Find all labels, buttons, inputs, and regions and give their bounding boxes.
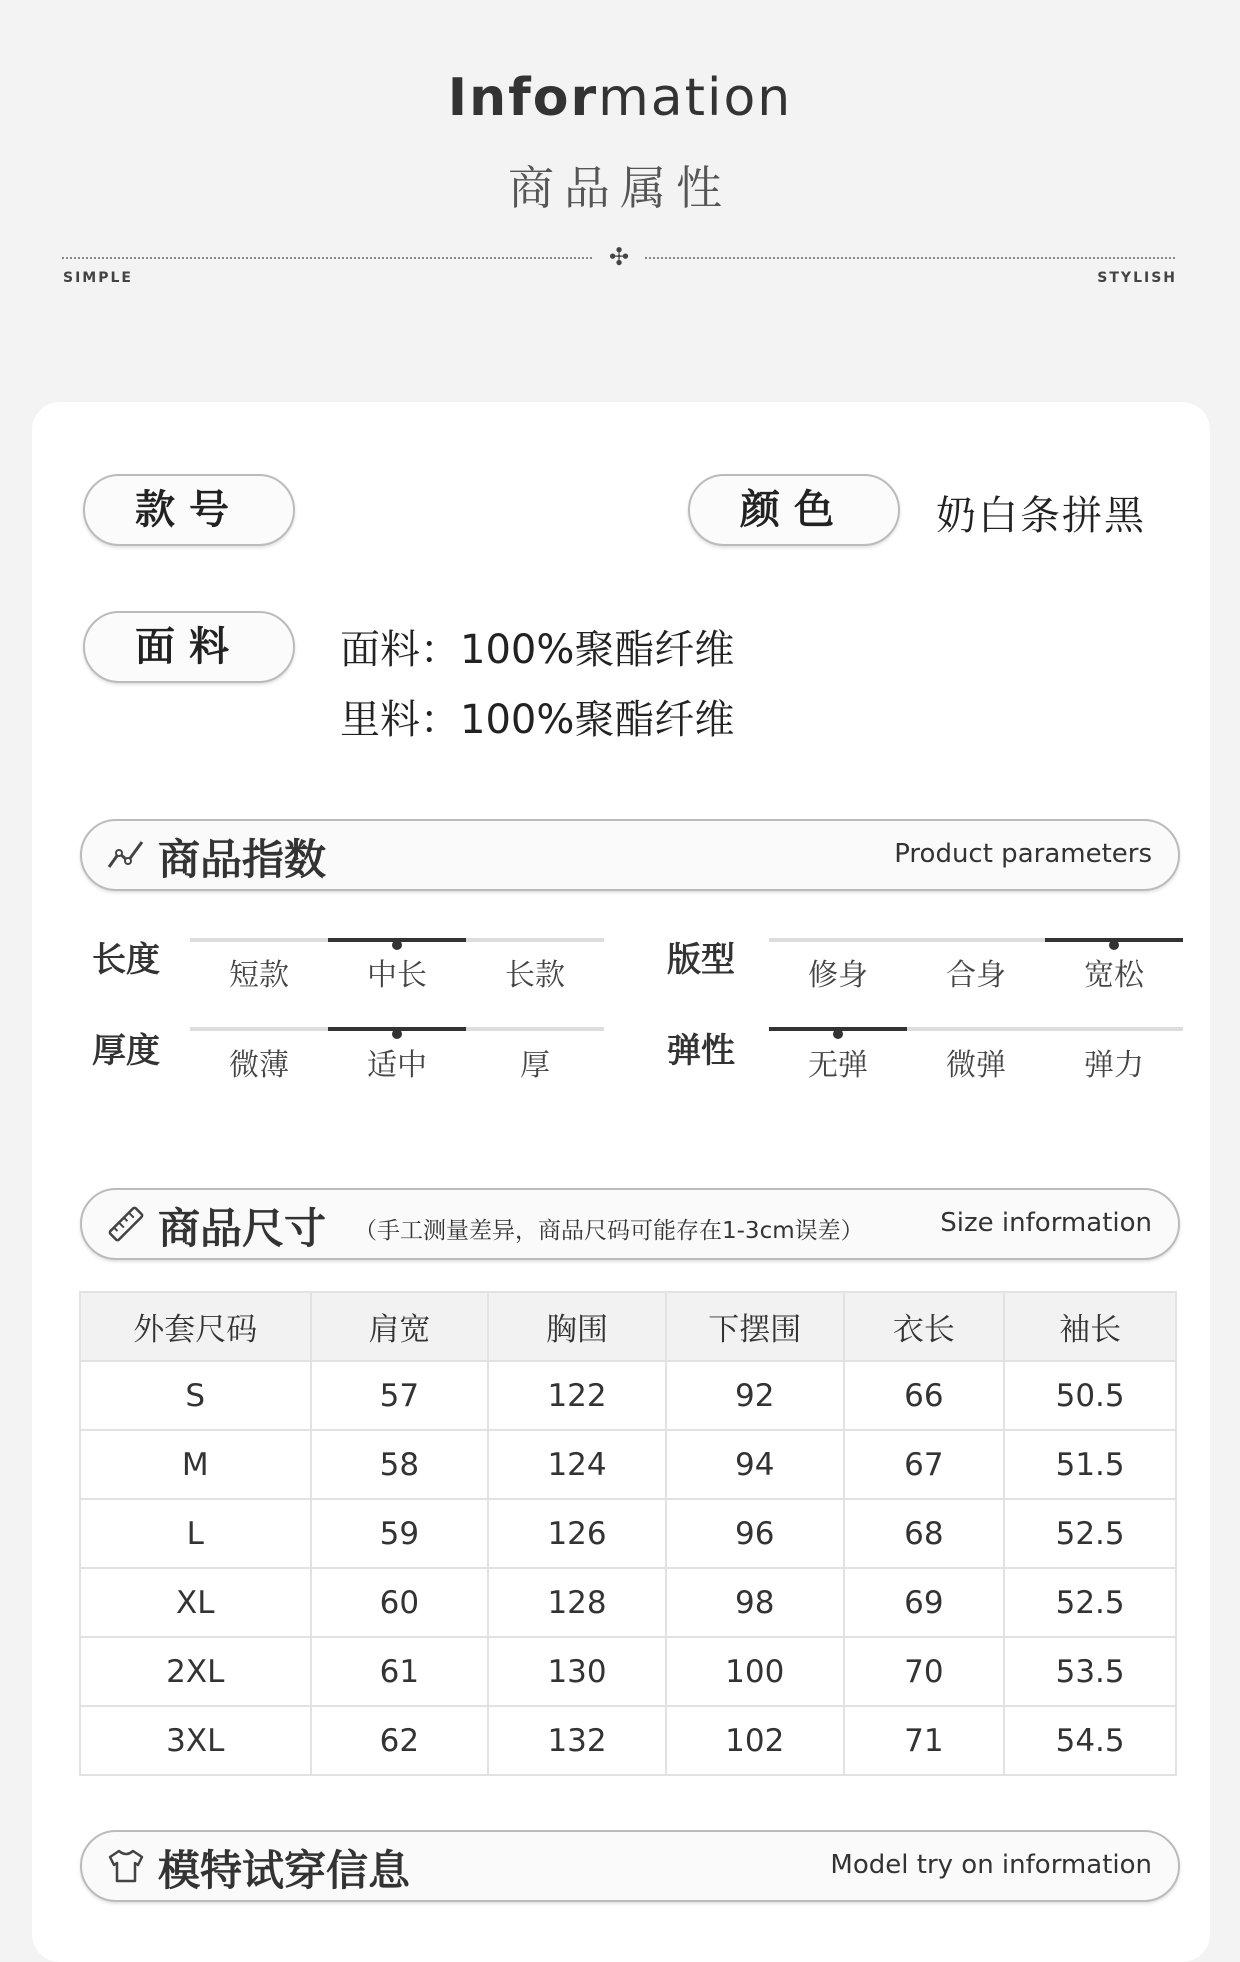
ornament-icon: ✣: [608, 243, 630, 271]
table-cell: 128: [488, 1568, 666, 1637]
elasticity-option-stretch: 弹力: [1084, 1048, 1144, 1083]
param-label-length: 长度: [92, 940, 160, 980]
table-cell: 60: [311, 1568, 489, 1637]
line-chart-icon: [106, 837, 146, 873]
title-light: mation: [598, 68, 793, 128]
table-cell: 92: [666, 1361, 844, 1430]
size-information-header: [80, 1188, 1180, 1260]
ruler-icon: [106, 1206, 146, 1242]
table-row: [80, 1430, 1176, 1499]
divider-left: [62, 257, 592, 259]
length-option-short: 短款: [229, 958, 289, 993]
table-cell: 102: [666, 1706, 844, 1775]
size-table: [79, 1291, 1177, 1776]
table-cell: 100: [666, 1637, 844, 1706]
table-cell: 57: [311, 1361, 489, 1430]
table-cell: 54.5: [1004, 1706, 1176, 1775]
thickness-option-thin: 微薄: [229, 1048, 289, 1083]
simple-tag: SIMPLE: [63, 270, 133, 286]
length-seg-0: [190, 938, 328, 942]
title-bold: Infor: [447, 68, 599, 128]
table-cell: 69: [844, 1568, 1005, 1637]
table-header-row: [80, 1292, 1176, 1361]
elasticity-seg-1: [907, 1027, 1045, 1031]
divider-right: [645, 257, 1175, 259]
product-parameters-header: [80, 819, 1180, 891]
table-cell: 52.5: [1004, 1499, 1176, 1568]
thickness-option-thick: 厚: [520, 1048, 550, 1083]
table-cell: S: [80, 1361, 311, 1430]
table-cell: 50.5: [1004, 1361, 1176, 1430]
color-label: 颜色: [688, 474, 900, 546]
table-cell: 130: [488, 1637, 666, 1706]
param-label-elasticity: 弹性: [667, 1031, 735, 1071]
table-cell: 59: [311, 1499, 489, 1568]
elasticity-option-none: 无弹: [808, 1048, 868, 1083]
table-cell: 52.5: [1004, 1568, 1176, 1637]
table-cell: 94: [666, 1430, 844, 1499]
page-title: [0, 68, 1240, 128]
col-header-hem: 下摆围: [666, 1292, 844, 1361]
table-row: [80, 1706, 1176, 1775]
table-cell: 51.5: [1004, 1430, 1176, 1499]
table-cell: 61: [311, 1637, 489, 1706]
length-option-mid: 中长: [367, 958, 427, 993]
table-cell: 3XL: [80, 1706, 311, 1775]
size-title-en: Size information: [940, 1208, 1152, 1238]
col-header-sleeve: 袖长: [1004, 1292, 1176, 1361]
table-row: [80, 1568, 1176, 1637]
elasticity-seg-2: [1045, 1027, 1183, 1031]
table-row: [80, 1361, 1176, 1430]
length-marker: [392, 940, 402, 950]
table-cell: 132: [488, 1706, 666, 1775]
model-title: 模特试穿信息: [158, 1846, 411, 1895]
thickness-seg-0: [190, 1027, 328, 1031]
model-try-on-header: [80, 1830, 1180, 1902]
elasticity-option-slight: 微弹: [946, 1048, 1006, 1083]
table-cell: XL: [80, 1568, 311, 1637]
col-header-chest: 胸围: [488, 1292, 666, 1361]
table-row: [80, 1499, 1176, 1568]
size-note: （手工测量差异，商品尺码可能存在1-3cm误差）: [354, 1218, 864, 1244]
param-label-fit: 版型: [667, 940, 735, 980]
table-cell: 70: [844, 1637, 1005, 1706]
params-title-en: Product parameters: [894, 839, 1152, 869]
col-header-size: 外套尺码: [80, 1292, 311, 1361]
params-title: 商品指数: [158, 835, 327, 884]
style-no-label: 款号: [83, 474, 295, 546]
model-title-en: Model try on information: [830, 1850, 1152, 1880]
param-label-thickness: 厚度: [92, 1031, 160, 1071]
table-cell: 58: [311, 1430, 489, 1499]
table-cell: 66: [844, 1361, 1005, 1430]
table-cell: 122: [488, 1361, 666, 1430]
thickness-marker: [392, 1029, 402, 1039]
table-cell: 71: [844, 1706, 1005, 1775]
table-cell: 67: [844, 1430, 1005, 1499]
length-option-long: 长款: [505, 958, 565, 993]
table-cell: M: [80, 1430, 311, 1499]
fit-seg-1: [907, 938, 1045, 942]
length-seg-2: [466, 938, 604, 942]
table-cell: 98: [666, 1568, 844, 1637]
col-header-length: 衣长: [844, 1292, 1005, 1361]
table-cell: L: [80, 1499, 311, 1568]
elasticity-marker: [833, 1029, 843, 1039]
fabric-label: 面料: [83, 611, 295, 683]
fit-seg-0: [769, 938, 907, 942]
tshirt-icon: [106, 1848, 146, 1884]
fabric-outer: 面料：100%聚酯纤维: [340, 627, 735, 673]
table-row: [80, 1637, 1176, 1706]
table-cell: 68: [844, 1499, 1005, 1568]
fit-option-loose: 宽松: [1084, 958, 1144, 993]
col-header-shoulder: 肩宽: [311, 1292, 489, 1361]
table-cell: 2XL: [80, 1637, 311, 1706]
thickness-seg-2: [466, 1027, 604, 1031]
fabric-lining: 里料：100%聚酯纤维: [340, 697, 735, 743]
table-cell: 126: [488, 1499, 666, 1568]
stylish-tag: STYLISH: [1097, 270, 1177, 286]
table-cell: 53.5: [1004, 1637, 1176, 1706]
fit-option-regular: 合身: [946, 958, 1006, 993]
size-title: 商品尺寸: [158, 1204, 327, 1253]
color-value: 奶白条拼黑: [936, 493, 1146, 539]
fit-option-slim: 修身: [808, 958, 868, 993]
page-subtitle: 商品属性: [508, 161, 732, 215]
table-cell: 124: [488, 1430, 666, 1499]
fit-marker: [1109, 940, 1119, 950]
thickness-option-medium: 适中: [367, 1048, 427, 1083]
table-cell: 62: [311, 1706, 489, 1775]
table-cell: 96: [666, 1499, 844, 1568]
